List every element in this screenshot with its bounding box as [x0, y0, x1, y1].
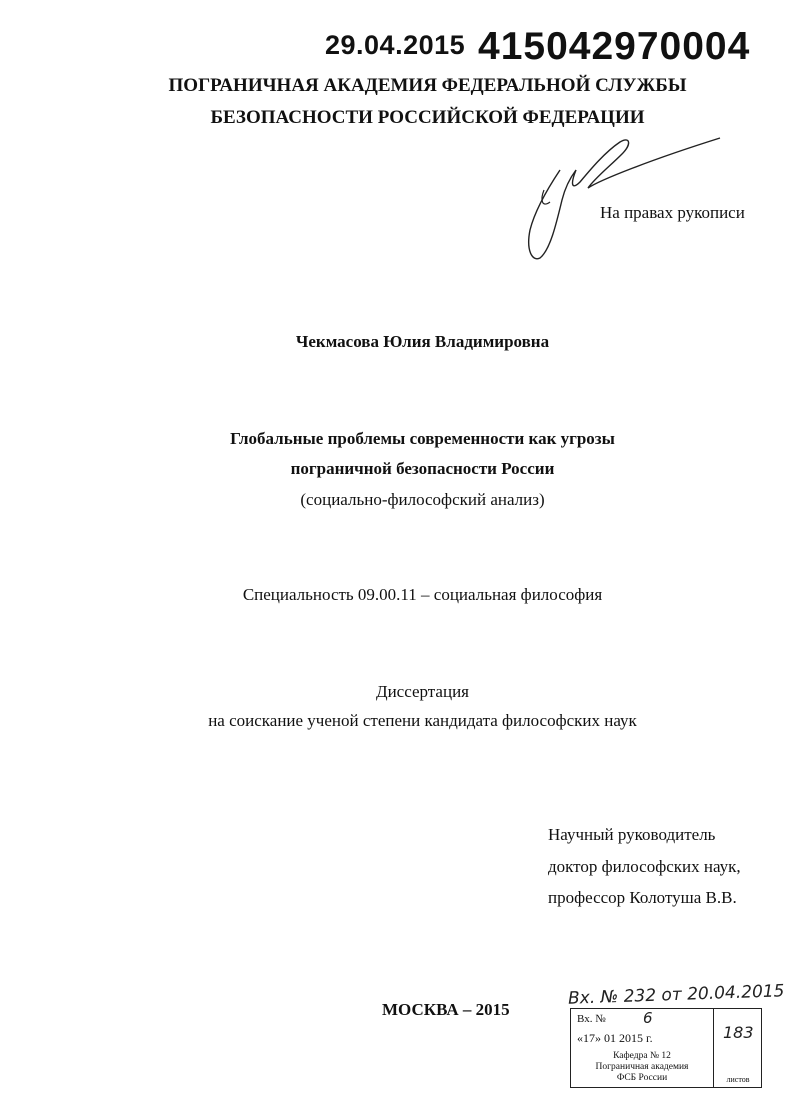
stamp-sheets-value: 183 — [723, 1023, 754, 1042]
title-line-2: пограничной безопасности России — [290, 459, 555, 478]
title-line-1: Глобальные проблемы современности как угрозы — [230, 429, 615, 448]
signature-graphic — [510, 130, 740, 270]
stamp-sheets-label: листов — [726, 1075, 750, 1084]
handwritten-registration-note: Вх. № 232 от 20.04.2015 — [567, 981, 785, 1009]
registration-stamp — [570, 1008, 762, 1088]
stamp-in-value: 6 — [643, 1009, 653, 1027]
supervisor-label: Научный руководитель — [548, 825, 716, 844]
author-name: Чекмасова Юлия Владимировна — [295, 332, 550, 351]
organization-line-2: БЕЗОПАСНОСТИ РОССИЙСКОЙ ФЕДЕРАЦИИ — [210, 107, 645, 128]
stamp-dept-line-3: ФСБ России — [616, 1073, 668, 1083]
stamp-code-last: 4 — [727, 25, 751, 68]
city-year: МОСКВА – 2015 — [382, 1000, 510, 1019]
manuscript-rights-note: На правах рукописи — [600, 203, 745, 222]
organization-line-1: ПОГРАНИЧНАЯ АКАДЕМИЯ ФЕДЕРАЛЬНОЙ СЛУЖБЫ — [168, 75, 687, 96]
stamp-date-line: «17» 01 2015 г. — [577, 1031, 653, 1045]
title-subtitle: (социально-философский анализ) — [300, 490, 545, 509]
stamp-code-main: 41504297000 — [478, 25, 728, 68]
supervisor-name: профессор Колотуша В.В. — [548, 888, 737, 907]
specialty: Специальность 09.00.11 – социальная философия — [242, 585, 603, 604]
degree-line: на соискание ученой степени кандидата философских наук — [208, 711, 637, 730]
dissertation-label: Диссертация — [375, 682, 469, 701]
supervisor-degree: доктор философских наук, — [548, 857, 741, 876]
stamp-divider — [713, 1009, 714, 1087]
stamp-dept-line-2: Пограничная академия — [595, 1062, 689, 1072]
stamp-in-label: Вх. № — [577, 1013, 606, 1025]
stamp-dept-line-1: Кафедра № 12 — [613, 1051, 671, 1061]
stamp-code — [478, 25, 750, 69]
stamp-date: 29.04.2015 — [325, 30, 466, 60]
